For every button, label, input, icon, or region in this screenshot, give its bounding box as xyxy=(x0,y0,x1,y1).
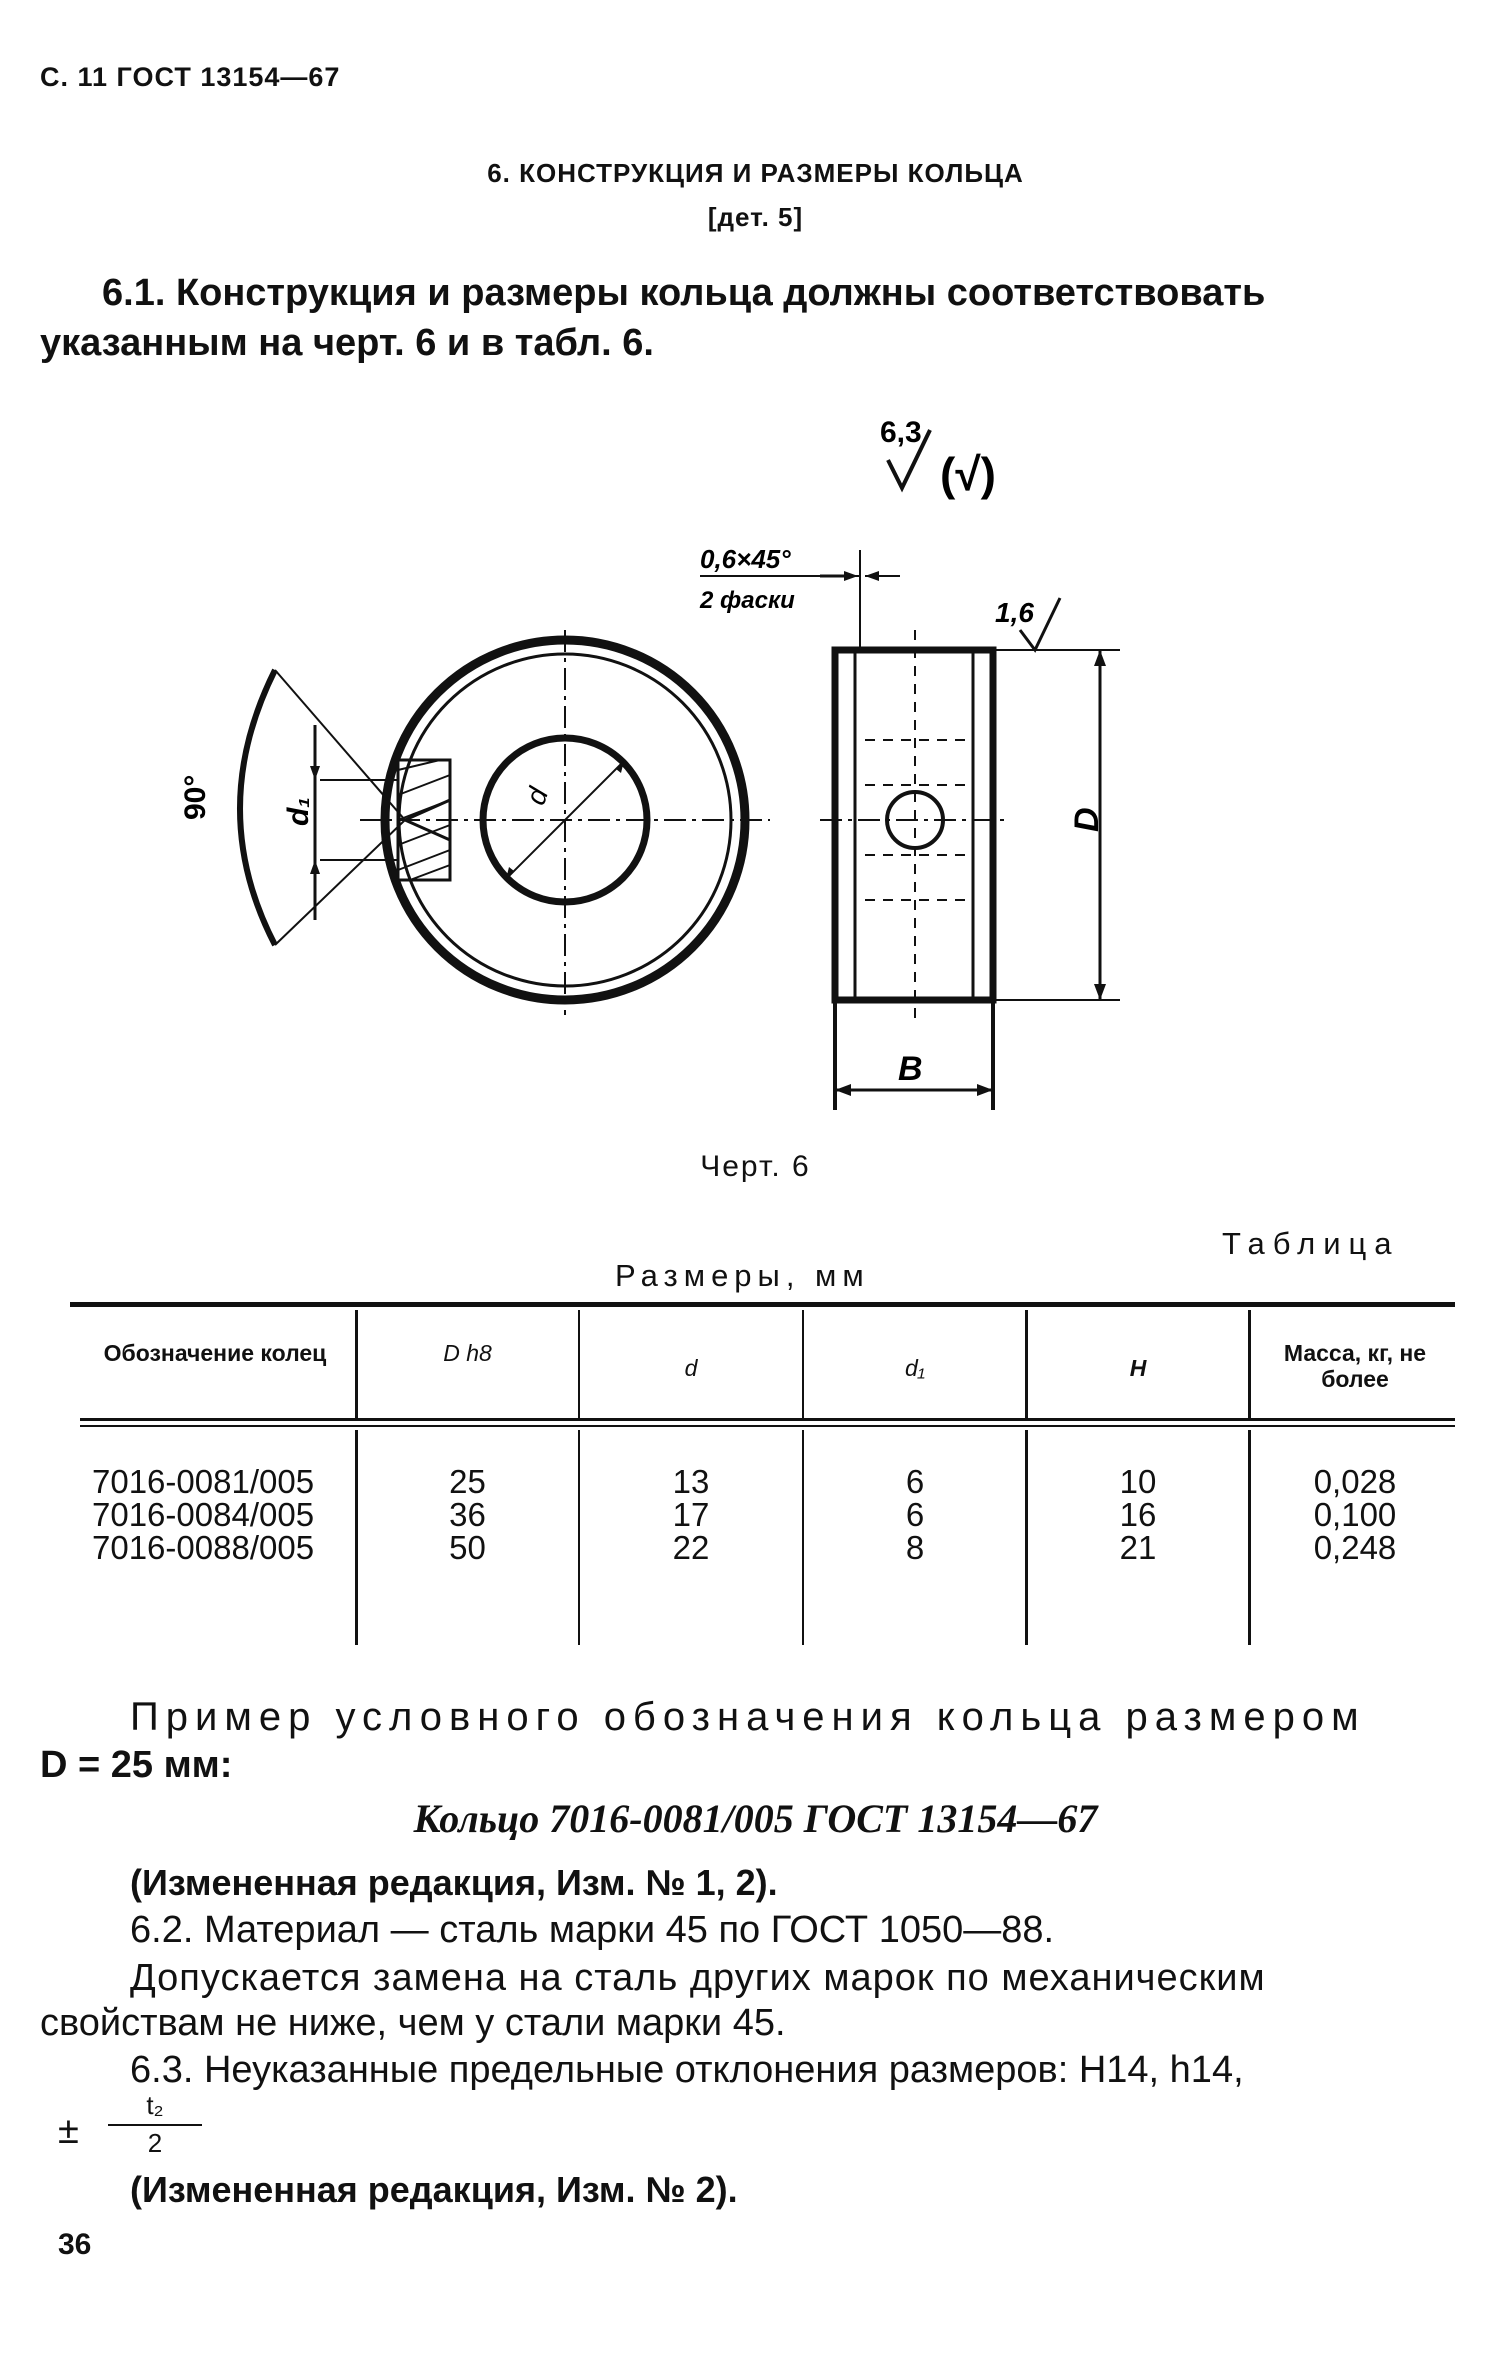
dim-angle-label: 90° xyxy=(179,774,212,820)
ring-front-view xyxy=(179,630,770,1015)
roughness-value: 6,3 xyxy=(880,416,922,449)
dim-D-label: D xyxy=(1068,807,1106,832)
example-designation: Кольцо 7016-0081/005 ГОСТ 13154—67 xyxy=(413,1796,1098,1841)
col-sep xyxy=(1248,1430,1251,1645)
cell-D: 50 xyxy=(449,1529,486,1566)
cell-d1: 6 xyxy=(905,1496,925,1533)
cell-mass: 0,248 xyxy=(1313,1529,1397,1566)
roughness-paren: (√) xyxy=(940,448,996,500)
cell-mass: 0,100 xyxy=(1313,1496,1397,1533)
para-6-1-line2: указанным на черт. 6 и в табл. 6. xyxy=(40,322,654,364)
fraction-bar xyxy=(108,2124,202,2126)
section-detail: [дет. 5] xyxy=(707,202,804,232)
table-label: Таблица xyxy=(1222,1226,1400,1261)
chamfer-label: 0,6×45° xyxy=(700,544,791,574)
drawing-caption: Черт. 6 xyxy=(700,1150,811,1183)
table-header-rule-2 xyxy=(80,1425,1455,1427)
cell-H: 16 xyxy=(1119,1496,1157,1533)
th-designation: Обозначение колец xyxy=(103,1340,327,1366)
dim-B-label: В xyxy=(898,1050,923,1088)
ring-drawing xyxy=(0,400,1511,1160)
th-d1: d₁ xyxy=(904,1355,926,1381)
fraction-denominator: 2 xyxy=(147,2128,163,2158)
page-header: С. 11 ГОСТ 13154—67 xyxy=(40,62,341,92)
fraction-pm: ± xyxy=(58,2110,79,2152)
cell-H: 21 xyxy=(1119,1529,1157,1566)
cell-designation: 7016-0088/005 xyxy=(92,1529,315,1566)
th-D: D h8 xyxy=(443,1340,492,1366)
col-sep xyxy=(1025,1430,1028,1645)
ring-side-view xyxy=(699,544,1120,1110)
cell-H: 10 xyxy=(1119,1463,1157,1500)
col-sep xyxy=(355,1310,358,1420)
example-line2: D = 25 мм: xyxy=(40,1744,233,1786)
para-6-2-line3: свойствам не ниже, чем у стали марки 45. xyxy=(40,2002,786,2044)
col-sep xyxy=(1248,1310,1251,1420)
col-sep xyxy=(578,1310,580,1420)
col-sep xyxy=(802,1430,804,1645)
th-H: H xyxy=(1129,1355,1147,1381)
para-6-2-line2: Допускается замена на сталь других марок по механическим xyxy=(130,1957,1266,1999)
roughness-symbol xyxy=(880,416,996,500)
cell-D: 25 xyxy=(449,1463,486,1500)
dim-d-label: d xyxy=(519,783,555,809)
col-sep xyxy=(1025,1310,1028,1420)
cell-D: 36 xyxy=(449,1496,486,1533)
page-number: 36 xyxy=(58,2228,92,2261)
example-line1: Пример условного обозначения кольца размером xyxy=(130,1695,1366,1739)
table-units: Размеры, мм xyxy=(615,1258,870,1293)
cell-d1: 8 xyxy=(905,1529,925,1566)
th-mass: Масса, кг, не более xyxy=(1283,1340,1427,1392)
para-6-3-revision: (Измененная редакция, Изм. № 2). xyxy=(130,2169,738,2210)
table-top-rule xyxy=(70,1302,1455,1307)
cell-mass: 0,028 xyxy=(1313,1463,1397,1500)
example-revision: (Измененная редакция, Изм. № 1, 2). xyxy=(130,1862,778,1903)
cell-d: 17 xyxy=(672,1496,710,1533)
para-6-3-line1: 6.3. Неуказанные предельные отклонения размеров: Н14, h14, xyxy=(130,2049,1244,2091)
cell-d: 22 xyxy=(672,1529,710,1566)
chamfer-note: 2 фаски xyxy=(700,587,795,614)
cell-designation: 7016-0081/005 xyxy=(92,1463,315,1500)
para-6-1-line1: 6.1. Конструкция и размеры кольца должны соответствовать xyxy=(102,272,1266,314)
th-d: d xyxy=(684,1355,698,1381)
cell-d: 13 xyxy=(672,1463,710,1500)
surface-mark: 1,6 xyxy=(995,597,1034,628)
col-sep xyxy=(802,1310,804,1420)
cell-designation: 7016-0084/005 xyxy=(92,1496,315,1533)
para-6-2-line1: 6.2. Материал — сталь марки 45 по ГОСТ 1050—88. xyxy=(130,1909,1055,1951)
col-sep xyxy=(578,1430,580,1645)
col-sep xyxy=(355,1430,358,1645)
cell-d1: 6 xyxy=(905,1463,925,1500)
fraction-numerator: t₂ xyxy=(146,2090,164,2120)
dim-d1-label: d₁ xyxy=(282,797,315,826)
section-title: 6. КОНСТРУКЦИЯ И РАЗМЕРЫ КОЛЬЦА xyxy=(487,158,1024,188)
